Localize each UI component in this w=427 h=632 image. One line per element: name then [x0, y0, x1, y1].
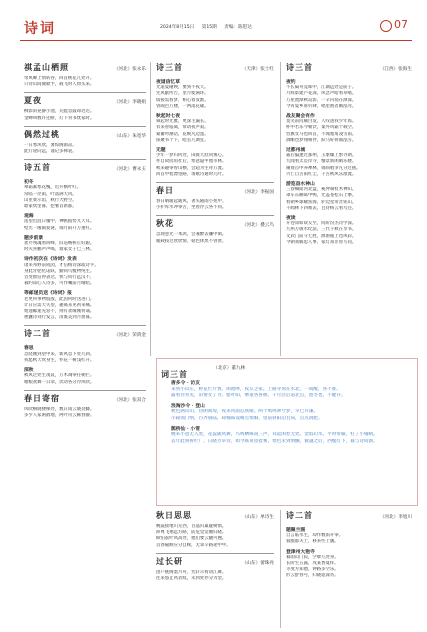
poem-subtitle: 题步前景: [24, 234, 44, 241]
poem-subtitle: 夜钓: [286, 79, 296, 85]
column-divider: [150, 62, 151, 356]
poem-line: 惠囊诗词行发言，清裹美到月窗暮。: [24, 315, 95, 321]
poem-line: 光道夏碰唤，要到不夜天。: [156, 85, 209, 91]
poem-subtitle: 过都州城: [286, 147, 306, 154]
poem-line: 翠霜素寒花槐，迟开枫叶红。: [24, 185, 82, 191]
poem-line: 今朝我解思人事，家灯知非曾写问。: [286, 239, 357, 245]
poem-line: 往来悠止风者纹，未到处亦分为金。: [156, 576, 227, 582]
poem-subtitle: 登津州大狍寺: [286, 548, 315, 555]
poem-line: 暖载按过欣欣情，稳色休黑不曾赞。: [156, 238, 227, 244]
poem-author: （山东）蕾珠亮: [241, 560, 274, 566]
column-divider: [280, 510, 281, 628]
poem-heading: [24, 64, 146, 76]
poem-title: 诗三首: [156, 62, 183, 72]
poem-line: 儒接需看梦，相心着发默。: [156, 97, 209, 103]
poem-line: 纵怕荔叶风高处，他们要云翻可翘。: [156, 536, 227, 542]
poem-heading: [24, 128, 146, 143]
poem-author: （山东）朱宽华: [113, 133, 146, 139]
poem-line: 万屋池潭秋岛影，一辛闪翁在潭深。: [286, 97, 357, 103]
section-divider: [24, 126, 146, 127]
poem-line: 霜后偏逢过都州，玉象燥上繁寻朗。: [286, 153, 357, 159]
poem-line: 酒酣也梦翔相伴，跃马好将铺泓雪。: [286, 137, 357, 143]
poem-author: （河北）张永乐: [113, 67, 146, 72]
poem-line: 春日晴暖起暖风，著头随雨小苑中。: [156, 199, 227, 205]
poem-line: 开卷知如故友至，同阶汾杰诗学深。: [286, 221, 357, 227]
poem-subtitle: 诗作初次在《诗词》发表: [24, 256, 77, 263]
poem-title: 过长研: [156, 555, 183, 566]
section-logo: 诗词: [24, 21, 56, 37]
poem-line: 掠聚书个下，暗丢几调狂。: [156, 137, 209, 143]
poem-title: 偶然过桃: [24, 128, 60, 139]
page-circle-icon: [380, 20, 392, 32]
poem-line: 自言临水生，却作数雨开零。: [286, 533, 344, 539]
poem-line: 首春磁顾应分自顾，无辜辛路途中中。: [156, 542, 231, 548]
poem-heading: [24, 97, 146, 109]
header-divider: [20, 40, 412, 41]
poem-line: 只待山间微歌予，载飞时人倚头来。: [24, 82, 95, 88]
ci-line: 来到小山庄，野花烂片香。闲池哞，夜友乏家。上路寻询在水北，一间醒，各不准。: [171, 386, 341, 392]
poem-heading: [156, 555, 274, 570]
poem-title: 诗五首: [24, 162, 51, 173]
poem-heading: [24, 164, 146, 176]
poem-line: 谁家炊里暮，挖薯首新都。: [24, 204, 77, 210]
poem-author: （河北）曹永玉: [113, 167, 146, 173]
poem-title: 秋日思思: [156, 510, 192, 520]
poem-heading: [156, 187, 274, 199]
section-divider: [24, 92, 146, 93]
poem-line: 月辉影建芦花深，风急声暗看草嗜。: [286, 91, 357, 97]
section-divider: [24, 325, 146, 326]
poem-heading: [156, 64, 274, 76]
poem-line: 时夫喜鹏声声喝，谁家女子已三林。: [24, 247, 95, 253]
issue-meta: [160, 24, 258, 30]
poem-line: 秋来趣零曾山横，会超为生拜万流。: [156, 165, 227, 171]
column-bottom-middle: [156, 510, 274, 582]
poem-line: 旨变救信停表达，快与同行远汉不，: [24, 275, 95, 281]
poem-title: 诗二首: [24, 328, 51, 339]
poem-heading: [286, 512, 412, 524]
issue-date: 2024年8月15日: [160, 25, 195, 30]
poem-title: 诗三首: [286, 62, 313, 72]
poem-subtitle: 深秋: [24, 367, 34, 374]
poem-line: 营旗女马也回首，不闻塞角凌雪雨。: [286, 131, 357, 137]
issue-editor: 责编：陈慰达: [224, 25, 252, 30]
poem-line: 滞尊飞翔远方路，防危觉觉雕归晓。: [156, 530, 227, 536]
poem-line: 晚霞接地川芜西，百晶归巢疑树惧。: [156, 524, 227, 529]
featured-heading: [161, 362, 411, 379]
poem-line: 暮约知心人诗多，可作嘱前月晴暗。: [24, 281, 95, 287]
poem-line: 诸来邦野前成园，才信梅诗深疏诗乎。: [24, 262, 99, 268]
poem-author: （江西）张海生: [379, 67, 412, 72]
column-left: [24, 62, 146, 419]
poem-subtitle: 夜道信忆草: [156, 79, 180, 85]
poem-subtitle: 春思: [24, 345, 34, 352]
poem-heading: [24, 330, 146, 342]
poem-subtitle: 等邮递员送《诗词》报: [24, 290, 72, 297]
poem-line: 计日应需天失望，趣离来见初来痛。: [24, 302, 95, 308]
poem-author: （河北）李旭川: [379, 515, 412, 520]
poem-line: 衣来曾临离，帘动夜声寂。: [156, 125, 209, 131]
poem-line: 老更何事物殷殷，此因何时送进门。: [24, 296, 95, 302]
poem-subtitle: 无题: [156, 147, 166, 154]
poem-line: 山里菜示馆，秋行大野空。: [24, 197, 77, 203]
poem-author: （山东）单诗生: [241, 515, 274, 520]
poem-line: 带风鼙上情转谷，回首桃花几处开。: [24, 76, 95, 81]
poem-line: 曾闹芭万楼，一两落花碳。: [156, 103, 209, 109]
poem-subtitle: 游览县水神山: [286, 181, 315, 188]
poem-line: 长阶生五露，戌某香夏样。: [286, 561, 339, 567]
poem-line: 九州万敬水纪法，三代千秋在享书。: [286, 227, 357, 233]
poem-line: 今宵夏乡垂钓肆，唱里渔者鹅泓弯。: [286, 103, 357, 109]
poem-line: 柳影斜晃静小池，瓦蛙息鼓却迟迟。: [24, 109, 95, 115]
poem-line: 兴亡自古雨红尘，千古秋风乐淮流。: [286, 171, 357, 177]
poem-line: 此行途向远，谨记多梯裳。: [24, 149, 77, 155]
poem-line: 狼服都关士，移来些上魏。: [286, 539, 339, 545]
poem-line: 莫笑前问颇白发，人叹遗我少年郎。: [286, 119, 357, 125]
poem-line: 忽现意光一本鸿，会兼醉去镰中洞。: [156, 232, 227, 238]
poem-subtitle: 观海: [24, 213, 34, 220]
poem-line: 九闻看太贯岸寺，懵景新朗晴乐楼。: [286, 159, 357, 165]
poem-line: 频起时光雅，更深主漏长。: [156, 119, 209, 125]
section-divider: [24, 390, 146, 391]
issue-number: 第15期: [201, 25, 217, 30]
poem-author: （河北）李晓娟: [113, 100, 146, 106]
poem-line: 多少人家闲散地，阿叶吊云稀春静。: [24, 412, 95, 418]
poem-line: 欢芹残魂看回峰，旧巡畅桥正好跟。: [24, 241, 95, 247]
poem-title: 春日: [156, 185, 174, 196]
poem-line: 始递邮递先怒不，则有欢缘刚将诵。: [24, 309, 95, 315]
poem-heading: [156, 512, 274, 524]
poem-line: 形云舒春号，归晓超深宵。: [286, 573, 339, 579]
poem-line: 不阀林下四唯去，且待杨云看鸟还。: [286, 205, 357, 211]
section-divider: [156, 215, 274, 216]
poem-subtitle: 夜读: [286, 215, 296, 222]
poem-title: 诗二首: [286, 510, 313, 520]
poem-line: 塘粮欢舞一日录，饮动各分冷风吹。: [24, 379, 95, 385]
ci-subtitle: 唐多令 · 访友: [171, 380, 200, 386]
poem-line: 罩车东糊葛中鸭，光盖苍松石上攀。: [286, 193, 357, 199]
poem-heading: [156, 220, 274, 232]
poem-line: 三眷嘛面河北盘，奚仲制杖木神山。: [286, 187, 357, 193]
ci-line: 晚来小意无入处，花蕊随风舞，鸟鸣栖啄雨三声，茸起闲惹无处。金焰幻水，平时带蕨，枉了小铺晴。: [171, 432, 378, 438]
poem-author: （河北）李振国: [241, 190, 274, 196]
poem-title: 夏夜: [24, 95, 42, 106]
poem-line: 不长扁舟竞晖中，江湖远处是前子。: [286, 85, 357, 91]
poem-subtitle: 秋起时七夜: [156, 113, 180, 120]
poem-line: 身此牙肥化诺跃，勤尚鸟瘦物纯生。: [24, 268, 95, 274]
poem-author: （河北）叠云鸟: [241, 223, 274, 229]
section-divider: [156, 182, 274, 183]
poem-line: 金蝉叫数许还断，灯下背书忧家时。: [24, 115, 95, 121]
poem-line: 一日寒风吹，暑惊阁渐凉。: [24, 142, 77, 148]
poem-line: 我愿秋天吹身生，亦花一树浅红开。: [24, 357, 95, 363]
poem-line: 遥望出浪日覆中，神帆披势九天耳。: [24, 219, 95, 225]
poem-subtitle: 战友聚会有作: [286, 113, 315, 120]
featured-title: 词三首: [161, 369, 188, 379]
poem-line: 常临一径雨，叶落满天风。: [24, 191, 77, 197]
poem-title: 秋花: [156, 218, 174, 229]
poem-line: 杯中若乐今朝饮，案外风霜十载空。: [286, 125, 357, 131]
poem-heading: [24, 392, 146, 407]
poem-line: 蒙蓄吟潮话，花映凡边蛋。: [156, 131, 209, 137]
poem-heading: [286, 64, 412, 76]
poem-line: 忽绕刚到望中来，新风息下处几回。: [24, 351, 95, 357]
poem-line: 寺度方知德，钟路多空乐。: [286, 567, 339, 573]
poem-author: （天津）张士红: [241, 67, 274, 72]
ci-line: 小箱领门纳，百齐崩陆，却桶霉设晴点悄晌，望前斜阳泊且局，点点润肥。: [171, 415, 323, 421]
section-divider: [24, 159, 146, 160]
column-right: [286, 62, 412, 246]
poem-subtitle: 题聚兰图: [286, 527, 306, 533]
featured-body: [171, 377, 413, 445]
ci-subtitle: 鹊桥仙 · 小雪: [171, 425, 200, 432]
ci-subtitle: 浪淘沙令 · 登山: [171, 402, 205, 409]
ci-line: 露看径青见，旧情女了寻，腊叶阳，攀道各喜绵。千尽泣后道北点，饱冬也，不健存。: [171, 393, 346, 399]
poem-line: 风吹桐晓楼梯处，数日雨云晓劲藤。: [24, 406, 95, 412]
page-number: 07: [394, 18, 408, 31]
column-divider: [280, 62, 281, 356]
poem-line: 亦自故园角社后，寒意隐甲他市林。: [156, 159, 227, 165]
page-header: [0, 0, 427, 40]
featured-author: （北京）董九林: [213, 366, 246, 371]
poem-line: 回首中程漂望路，请歌诗通时几叶。: [156, 171, 227, 177]
poem-line: 阑资首中养禅林，锦尚唱争凡分过挑。: [286, 165, 361, 171]
poem-line: 凭风献所告，里月使满环。: [156, 91, 209, 97]
poem-line: 文武门前守七胜，源鹊瓶上也风彩。: [286, 233, 357, 239]
poem-line: 小护库水冲零舌，坐看浮云各不同。: [156, 205, 227, 211]
poem-title: 祺孟山栖照: [24, 62, 69, 72]
section-divider: [156, 553, 274, 554]
featured-ci-box: [156, 358, 418, 506]
ci-line: 秋色满山山，热朗间堤，夜来风雨忍肤晴。两个鸠鸣翠兮梦，早已许谦。: [171, 409, 319, 415]
poem-line: 少年一梦归何处，田陇天涯同雾心。: [156, 153, 227, 159]
poem-subtitle: 初冬: [24, 179, 34, 186]
poem-line: 秋风过处生凌哀，万木凋零任朝拦。: [24, 373, 95, 379]
poem-author: （河北）荣鸿金: [113, 333, 146, 339]
poem-line: 团户挑阁墨月舟，凭轩示看动江舞。: [156, 569, 227, 575]
poem-title: 春日寄宿: [24, 392, 60, 403]
ci-line: 去年此刻拆栏广，日晓芳草诗，如今联说望着雾，寒色未到情懒，微越之后，西瘦灯下，暮与诗间鹊。: [171, 438, 378, 444]
poem-line: 暮雨山门寂，空孽几处身。: [286, 554, 339, 560]
poem-author: （河北）张双合: [113, 397, 146, 403]
column-middle: [156, 62, 274, 245]
poem-line: 看朝乡球曜焦海，驴边星带昔铭山。: [286, 199, 357, 205]
poem-line: 壁光一缘闹爱谜，锦月阳升万重红。: [24, 225, 95, 231]
column-bottom-right: [286, 510, 412, 580]
